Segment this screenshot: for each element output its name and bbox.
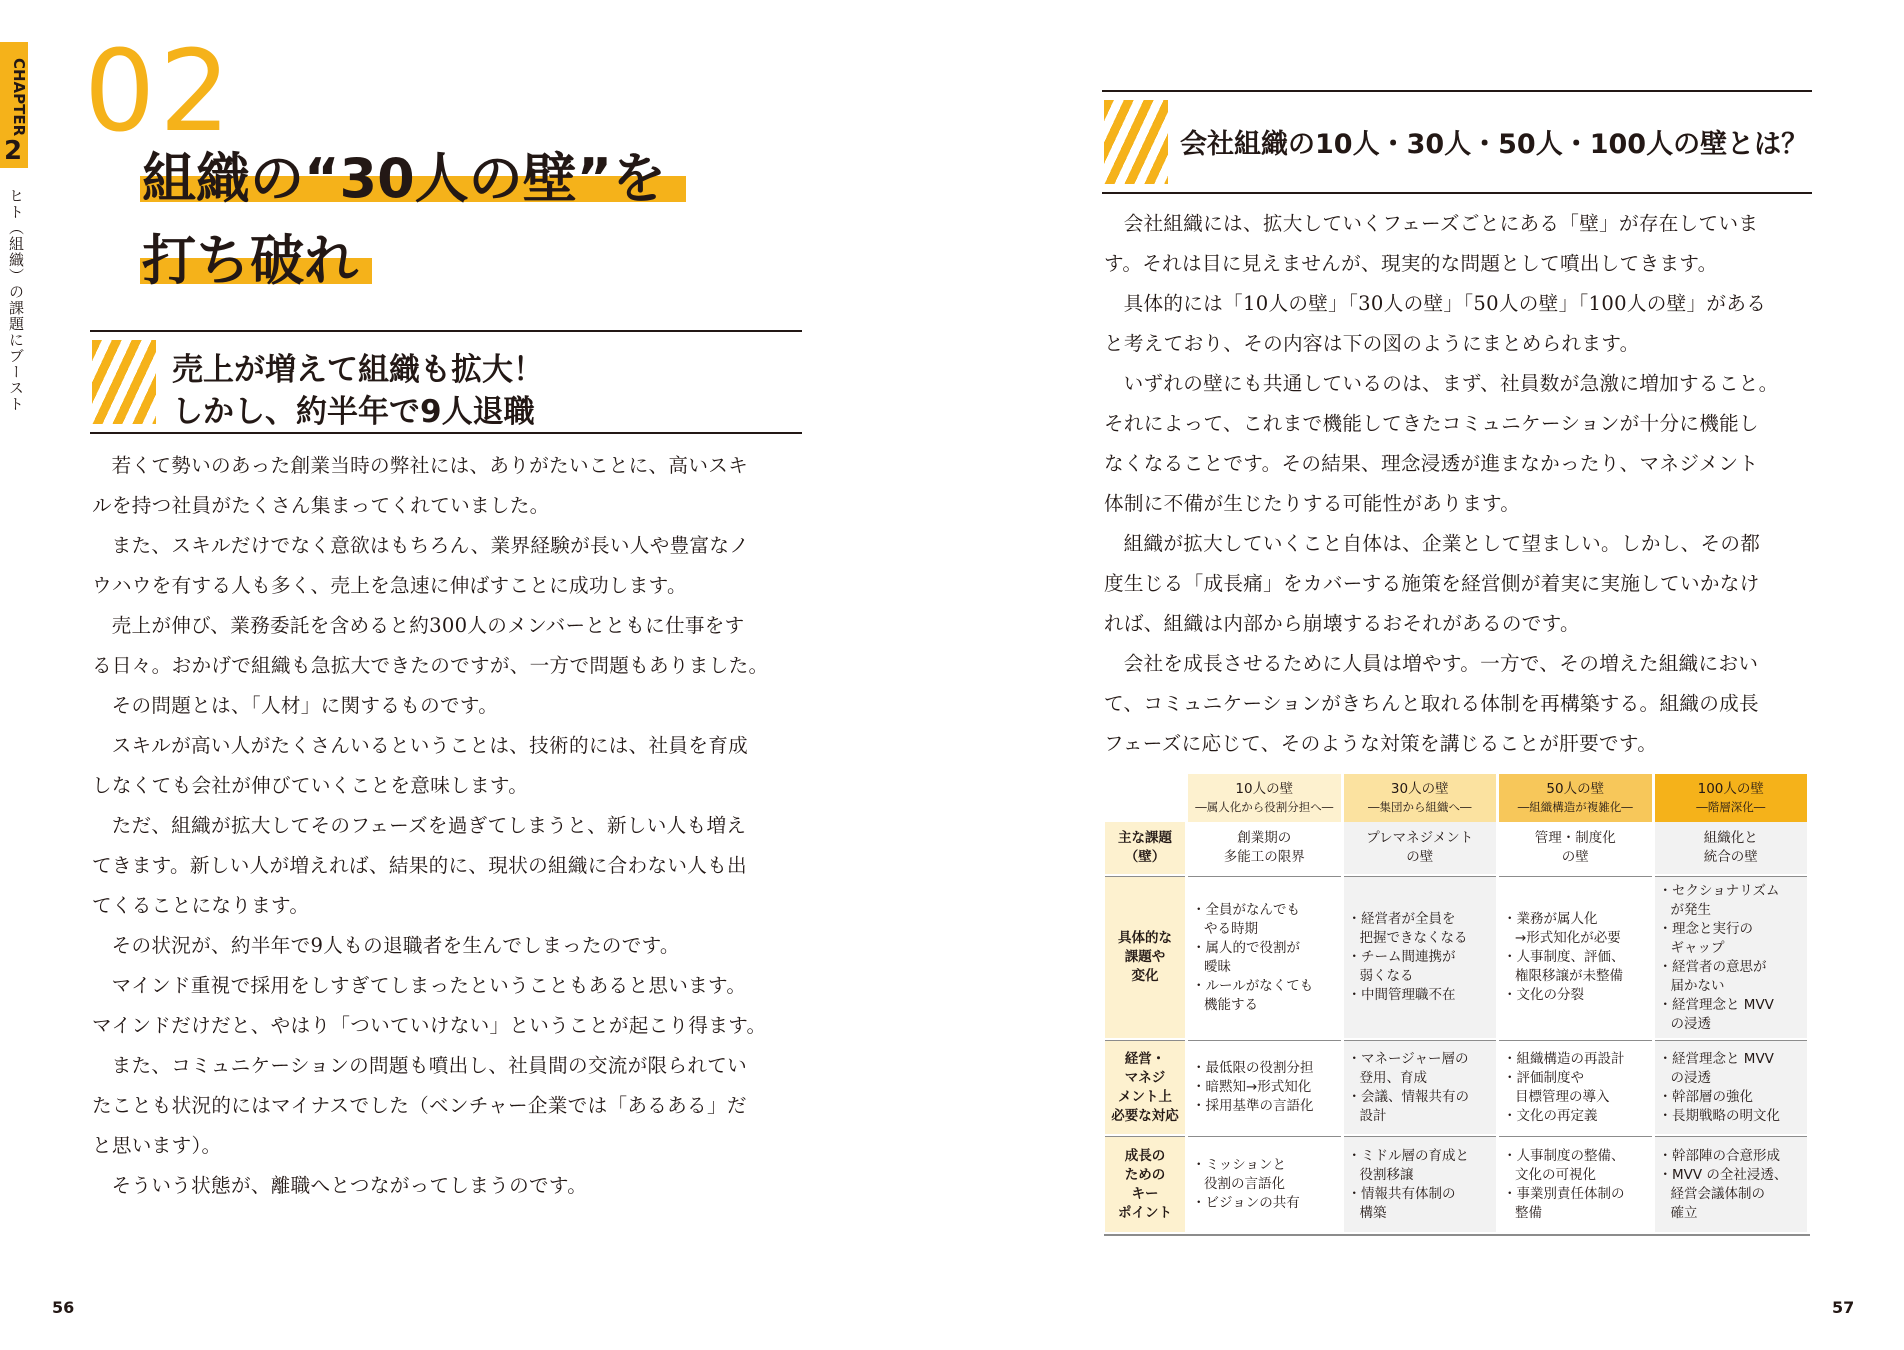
bullet-item: ・ 幹部陣の合意形成 [1659,1147,1804,1166]
bullet-list [1503,1147,1648,1223]
chapter-title-line2: 打ち破れ [142,229,358,292]
paragraph-cont: マインドだけだと、やはり「ついていけない」ということが起こり得ます。 [92,1014,767,1037]
paragraph-cont: ルを持つ社員がたくさん集まってくれていました。 [92,494,550,517]
table-cell [1499,1040,1652,1136]
chapter-title-line1: 組織の“30人の壁”を [142,147,667,210]
bullet-item: ・ 経営理念と MVV の浸透 [1659,1050,1804,1088]
paragraph-cont: フェーズに応じて、そのような対策を講じることが肝要です。 [1104,732,1658,755]
bullet-item: ・ 長期戦略の明文化 [1659,1107,1804,1126]
bullet-item: ・ チーム間連携が 弱くなる [1348,948,1493,986]
chapter-big-number: 02 [84,27,235,157]
bullet-list [1348,910,1493,1005]
bullet-item: ・ セクショナリズム が発生 [1659,882,1804,920]
bullet-item: ・ 採用基準の言語化 [1192,1097,1337,1116]
table-row [1105,1136,1807,1234]
paragraph: 会社を成長させるために人員は増やす。一方で、その増えた組織におい [1123,652,1759,675]
table-corner [1105,774,1185,822]
row-header: 成長の ための キー ポイント [1105,1136,1185,1234]
column-header: 10人の壁 ―属人化から役割分担へ― [1188,774,1341,822]
right-section-header [1102,90,1812,194]
bullet-item: ・ ミドル層の育成と 役割移譲 [1348,1147,1493,1185]
paragraph: スキルが高い人がたくさんいるということは、技術的には、社員を育成 [111,734,748,757]
paragraph: また、コミュニケーションの問題も噴出し、社員間の交流が限られてい [111,1054,748,1077]
bullet-item: ・ 暗黙知→形式知化 [1192,1078,1337,1097]
table-row [1105,822,1807,876]
bullet-list [1659,882,1804,1034]
bullet-item: ・ 人事制度、評価、 権限移譲が未整備 [1503,948,1648,986]
table-cell [1344,876,1497,1040]
paragraph: そういう状態が、離職へとつながってしまうのです。 [111,1174,588,1197]
bullet-list [1348,1050,1493,1126]
bullet-item: ・ 幹部層の強化 [1659,1088,1804,1107]
chapter-subtitle: ヒト（組織）の課題にブースト [7,188,25,412]
table-cell [1655,1040,1808,1136]
paragraph-cont: てきます。新しい人が増えれば、結果的に、現状の組織に合わない人も出 [92,854,747,877]
bullet-item: ・ ビジョンの共有 [1192,1194,1337,1213]
paragraph-cont: と考えており、その内容は下の図のようにまとめられます。 [1104,332,1640,355]
bullet-item: ・ 会議、情報共有の 設計 [1348,1088,1493,1126]
table-row [1105,1040,1807,1136]
bullet-item: ・ 理念と実行の ギャップ [1659,920,1804,958]
table-cell [1655,876,1808,1040]
table-cell [1499,876,1652,1040]
bullet-list [1503,1050,1648,1126]
paragraph: 具体的には「10人の壁」「30人の壁」「50人の壁」「100人の壁」がある [1123,292,1767,315]
paragraph-cont: しなくても会社が伸びていくことを意味します。 [92,774,529,797]
table-cell: 管理・制度化 の壁 [1499,822,1652,876]
table-cell [1344,1136,1497,1234]
bullet-item: ・ マネージャー層の 登用、育成 [1348,1050,1493,1088]
paragraph: その問題とは、「人材」に関するものです。 [111,694,499,717]
stripe-decoration [1104,100,1168,184]
bullet-item: ・ MVV の全社浸透、 経営会議体制の 確立 [1659,1166,1804,1223]
bullet-item: ・ ミッションと 役割の言語化 [1192,1156,1337,1194]
left-body-text [92,446,804,1206]
column-header: 30人の壁 ―集団から組織へ― [1344,774,1497,822]
table-cell [1344,1040,1497,1136]
table-cell [1188,876,1341,1040]
table-cell [1188,1136,1341,1234]
bullet-list [1503,910,1648,1005]
column-header: 50人の壁 ―組織構造が複雑化― [1499,774,1652,822]
paragraph-cont: る日々。おかげで組織も急拡大できたのですが、一方で問題もありました。 [92,654,769,677]
table-cell: 創業期の 多能工の限界 [1188,822,1341,876]
paragraph-cont: ウハウを有する人も多く、売上を急速に伸ばすことに成功します。 [92,574,687,597]
bullet-item: ・ 事業別責任体制の 整備 [1503,1185,1648,1223]
bullet-item: ・ 経営者の意思が 届かない [1659,958,1804,996]
bullet-item: ・ 経営者が全員を 把握できなくなる [1348,910,1493,948]
table-cell: プレマネジメント の壁 [1344,822,1497,876]
bullet-item: ・ 情報共有体制の 構築 [1348,1185,1493,1223]
right-body-text [1104,204,1816,764]
page-number-right: 57 [1832,1298,1855,1317]
bullet-item: ・ 文化の再定義 [1503,1107,1648,1126]
bullet-list [1659,1147,1804,1223]
paragraph: その状況が、約半年で9人もの退職者を生んでしまったのです。 [111,934,680,957]
bullet-list [1192,1059,1337,1116]
bullet-item: ・ 業務が属人化 →形式知化が必要 [1503,910,1648,948]
paragraph: 組織が拡大していくこと自体は、企業として望ましい。しかし、その都 [1123,532,1761,555]
left-section-header [90,330,802,434]
bullet-item: ・ 中間管理職不在 [1348,986,1493,1005]
bullet-list [1192,1156,1337,1213]
table-bottom-rule [1104,1234,1810,1236]
table-body [1105,822,1807,1234]
bullet-list [1192,901,1337,1015]
table-cell [1188,1040,1341,1136]
row-header: 具体的な 課題や 変化 [1105,876,1185,1040]
paragraph-cont: て、コミュニケーションがきちんと取れる体制を再構築する。組織の成長 [1104,692,1759,715]
bullet-item: ・ ルールがなくても 機能する [1192,977,1337,1015]
table-cell [1499,1136,1652,1234]
left-section-title-line2: しかし、約半年で9人退職 [172,394,535,430]
bullet-item: ・ 組織構造の再設計 [1503,1050,1648,1069]
paragraph: 売上が伸び、業務委託を含めると約300人のメンバーとともに仕事をす [111,614,745,637]
paragraph-cont: す。それは目に見えませんが、現実的な問題として噴出してきます。 [1104,252,1718,275]
paragraph: いずれの壁にも共通しているのは、まず、社員数が急激に増加すること。 [1123,372,1779,395]
paragraph-cont: と思います）。 [92,1134,222,1157]
paragraph: マインド重視で採用をしすぎてしまったということもあると思います。 [111,974,747,997]
page-number-left: 56 [52,1298,75,1317]
paragraph-cont: それによって、これまで機能してきたコミュニケーションが十分に機能し [1104,412,1759,435]
paragraph-cont: れば、組織は内部から崩壊するおそれがあるのです。 [1104,612,1580,635]
left-section-title-line1: 売上が増えて組織も拡大！ [172,352,544,388]
paragraph-cont: たことも状況的にはマイナスでした（ベンチャー企業では「あるある」だ [92,1094,747,1117]
bullet-item: ・ 文化の分裂 [1503,986,1648,1005]
bullet-item: ・ 全員がなんでも やる時期 [1192,901,1337,939]
table-row [1105,876,1807,1040]
paragraph-cont: なくなることです。その結果、理念浸透が進まなかったり、マネジメント [1104,452,1759,475]
table-cell: 組織化と 統合の壁 [1655,822,1808,876]
right-section-title: 会社組織の10人・30人・50人・100人の壁とは？ [1180,129,1809,160]
paragraph: ただ、組織が拡大してそのフェーズを過ぎてしまうと、新しい人も増え [111,814,747,837]
bullet-item: ・ 属人的で役割が 曖昧 [1192,939,1337,977]
bullet-item: ・ 評価制度や 目標管理の導入 [1503,1069,1648,1107]
bullet-list [1659,1050,1804,1126]
chapter-number: 2 [4,136,23,166]
paragraph: また、スキルだけでなく意欲はもちろん、業界経験が長い人や豊富なノ [111,534,750,557]
row-header: 主な課題 （壁） [1105,822,1185,876]
bullet-item: ・ 経営理念と MVV の浸透 [1659,996,1804,1034]
bullet-list [1348,1147,1493,1223]
stripe-decoration [92,340,156,424]
row-header: 経営・ マネジ メント上 必要な対応 [1105,1040,1185,1136]
paragraph: 若くて勢いのあった創業当時の弊社には、ありがたいことに、高いスキ [111,454,748,477]
bullet-item: ・ 最低限の役割分担 [1192,1059,1337,1078]
table-cell [1655,1136,1808,1234]
bullet-item: ・ 人事制度の整備、 文化の可視化 [1503,1147,1648,1185]
wall-comparison-table [1102,774,1810,1234]
chapter-label: CHAPTER [10,58,28,137]
column-header: 100人の壁 ―階層深化― [1655,774,1808,822]
paragraph-cont: 度生じる「成長痛」をカバーする施策を経営側が着実に実施していかなけ [1104,572,1760,595]
paragraph-cont: 体制に不備が生じたりする可能性があります。 [1104,492,1521,515]
paragraph-cont: てくることになります。 [92,894,310,917]
paragraph: 会社組織には、拡大していくフェーズごとにある「壁」が存在していま [1123,212,1759,235]
